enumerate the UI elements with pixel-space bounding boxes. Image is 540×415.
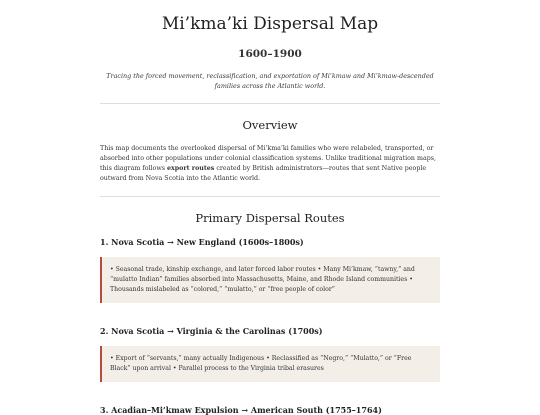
overview-heading: Overview (242, 117, 298, 132)
route-section (100, 326, 440, 382)
page-title: Mi’kma’ki Dispersal Map (161, 14, 379, 34)
divider (100, 103, 440, 104)
document-body (100, 0, 440, 415)
overview-paragraph (100, 144, 440, 184)
overview-text-end: created by British administrators—routes that sent Native people outward from Nova Scotia into the Atlantic world. (100, 164, 427, 183)
route-note: • Seasonal trade, kinship exchange, and later forced labor routes • Many Mi’kmaw, “tawny,” and “mulatto Indian” families absorbed into Massachusetts, Maine, and Rhode Island communities • Thousands mislabeled as “colored,” “mulatto,” or “free people of color” (100, 257, 440, 303)
route-section (100, 405, 440, 415)
routes-heading: Primary Dispersal Routes (195, 211, 345, 226)
overview-bold-term: export routes (166, 164, 215, 172)
route-title: 1. Nova Scotia → New England (1600s–1800s) (100, 237, 304, 248)
tagline: Tracing the forced movement, reclassification, and exportation of Mi’kmaw and Mi’kmaw-descended families across the Atlantic world. (106, 72, 434, 90)
route-section (100, 237, 440, 303)
route-title: 3. Acadian–Mi’kmaw Expulsion → American South (1755–1764) (100, 404, 382, 415)
route-note: • Export of “servants,” many actually Indigenous • Reclassified as “Negro,” “Mulatto,” or “Free Black” upon arrival • Parallel process to the Virginia tribal erasures (100, 346, 440, 382)
overview-text-start: This map documents the overlooked dispersal of Mi’kma’ki families who were relabeled, transported, or absorbed into other populations under colonial classification systems. Unlike traditional migration maps, this diagram follows (100, 144, 436, 172)
divider (100, 196, 440, 197)
route-title: 2. Nova Scotia → Virginia & the Carolinas (1700s) (100, 325, 323, 336)
date-range-subtitle: 1600–1900 (238, 48, 302, 60)
